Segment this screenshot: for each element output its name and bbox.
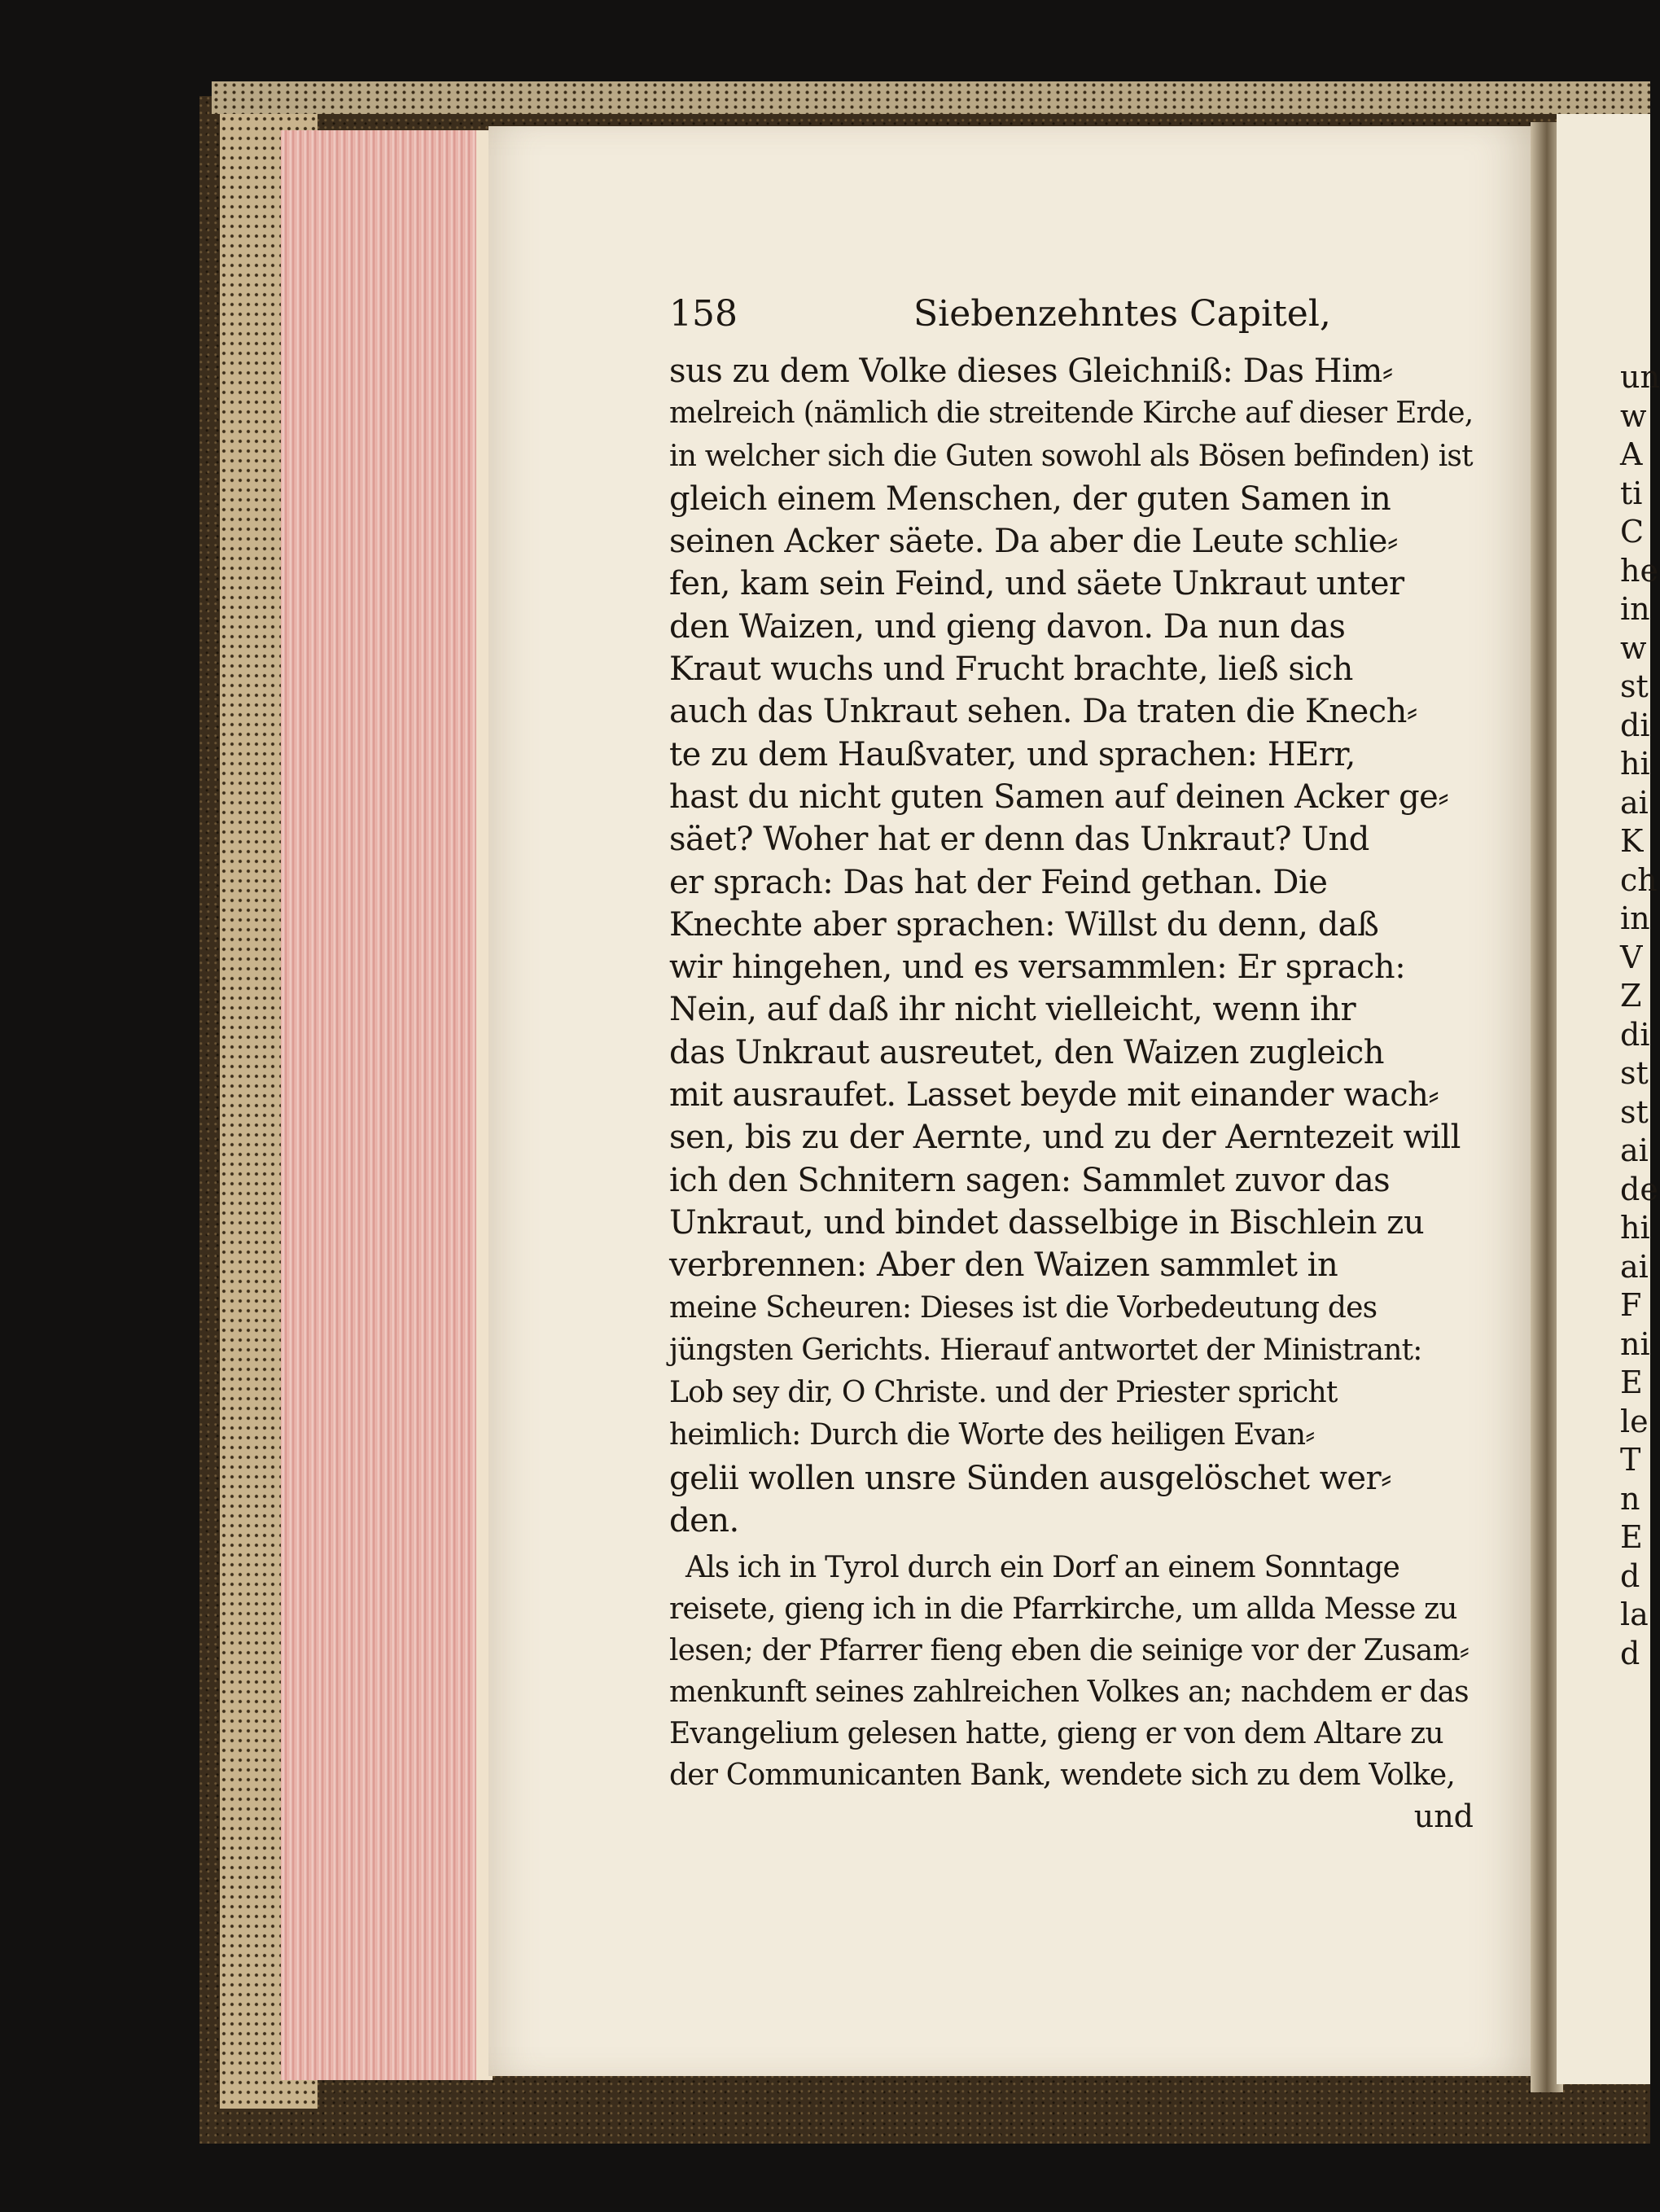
fragment-line: Z (1620, 978, 1642, 1014)
text-line: auch das Unkraut sehen. Da traten die Knech⸗ (669, 693, 1417, 731)
fragment-line: le (1620, 1403, 1649, 1439)
fragment-line: T (1620, 1442, 1641, 1478)
fragment-line: w (1620, 397, 1647, 434)
fragment-line: hi (1620, 746, 1650, 782)
text-line: menkunft seines zahlreichen Volkes an; nachdem er das (669, 1675, 1469, 1710)
fragment-line: in (1620, 591, 1650, 627)
fragment-line: st (1620, 1093, 1649, 1130)
text-line: gleich einem Menschen, der guten Samen in (669, 480, 1391, 518)
fragment-line: ti (1620, 475, 1643, 511)
text-line: sen, bis zu der Aernte, und zu der Aerntezeit will (669, 1119, 1461, 1157)
fragment-line: n (1620, 1480, 1640, 1517)
text-line: in welcher sich die Guten sowohl als Bösen befinden) ist (669, 439, 1473, 473)
text-line: jüngsten Gerichts. Hierauf antwortet der Ministrant: (669, 1333, 1422, 1367)
fragment-line: st (1620, 668, 1649, 704)
fragment-line: ch (1620, 861, 1658, 898)
fragment-line: un (1620, 359, 1660, 395)
text-line: das Unkraut ausreutet, den Waizen zugleich (669, 1033, 1384, 1071)
text-line: Kraut wuchs und Frucht brachte, ließ sich (669, 650, 1353, 689)
text-line: verbrennen: Aber den Waizen sammlet in (669, 1246, 1338, 1285)
paragraph-2 (669, 1547, 1498, 1796)
fragment-line: A (1620, 436, 1643, 472)
fragment-line: E (1620, 1364, 1643, 1400)
text-line: Unkraut, und bindet dasselbige in Bischlein zu (669, 1203, 1425, 1242)
text-line: seinen Acker säete. Da aber die Leute schlie⸗ (669, 523, 1398, 561)
fragment-line: w (1620, 629, 1647, 666)
catchword: und (1413, 1798, 1474, 1835)
text-line: säet? Woher hat er denn das Unkraut? Und (669, 821, 1369, 859)
page-number: 158 (669, 293, 738, 335)
fragment-line: E (1620, 1519, 1643, 1555)
text-line: hast du nicht guten Samen auf deinen Acker ge⸗ (669, 777, 1449, 816)
fragment-line: ai (1620, 784, 1649, 821)
text-line: der Communicanten Bank, wendete sich zu dem Volke, (669, 1759, 1456, 1793)
text-line: Lob sey dir, O Christe. und der Priester spricht (669, 1376, 1338, 1410)
text-line: Knechte aber sprachen: Willst du denn, daß (669, 905, 1379, 944)
chapter-title: Siebenzehntes Capitel, (913, 293, 1331, 335)
fragment-line: he (1620, 552, 1658, 589)
running-head (669, 293, 1498, 350)
fragment-line: di (1620, 1016, 1650, 1053)
text-line: melreich (nämlich die streitende Kirche auf dieser Erde, (669, 396, 1474, 431)
text-line: den. (669, 1502, 739, 1540)
fragment-line: d (1620, 1635, 1640, 1671)
fragment-line: ai (1620, 1132, 1649, 1168)
text-line: te zu dem Haußvater, und sprachen: HErr, (669, 735, 1356, 773)
right-page-fragments (1620, 358, 1660, 1673)
book-top-edge (212, 81, 1650, 114)
text-line: sus zu dem Volke dieses Gleichniß: Das Him⸗ (669, 353, 1393, 390)
fragment-line: ni (1620, 1325, 1650, 1362)
fragment-line: de (1620, 1171, 1658, 1207)
text-line: heimlich: Durch die Worte des heiligen Evan⸗ (669, 1418, 1315, 1452)
page-stack-red-edge (281, 130, 476, 2080)
fragment-line: F (1620, 1287, 1642, 1323)
text-line: meine Scheuren: Dieses ist die Vorbedeutung des (669, 1290, 1377, 1325)
fragment-line: C (1620, 514, 1645, 550)
text-line: ich den Schnitern sagen: Sammlet zuvor das (669, 1161, 1391, 1199)
fragment-line: la (1620, 1597, 1649, 1632)
fragment-line: K (1620, 823, 1644, 859)
page-text (669, 293, 1498, 1837)
fragment-line: st (1620, 1055, 1649, 1091)
text-line: Nein, auf daß ihr nicht vielleicht, wenn ihr (669, 991, 1356, 1029)
fragment-line: di (1620, 707, 1650, 743)
text-line: gelii wollen unsre Sünden ausgelöschet wer⸗ (669, 1459, 1391, 1497)
text-line: er sprach: Das hat der Feind gethan. Die (669, 863, 1328, 901)
text-line: mit ausraufet. Lasset beyde mit einander wach⸗ (669, 1076, 1439, 1115)
text-line: wir hingehen, und es versammlen: Er sprach: (669, 948, 1406, 987)
fragment-line: ai (1620, 1248, 1649, 1285)
fragment-line: d (1620, 1557, 1640, 1594)
paragraph-1 (669, 350, 1498, 1542)
text-line: lesen; der Pfarrer fieng eben die seinige vor der Zusam⸗ (669, 1634, 1469, 1668)
fragment-line: V (1620, 939, 1643, 975)
text-line: reisete, gieng ich in die Pfarrkirche, um allda Messe zu (669, 1592, 1457, 1627)
text-line: fen, kam sein Feind, und säete Unkraut unter (669, 565, 1404, 603)
fragment-line: in (1620, 900, 1650, 936)
text-line: Als ich in Tyrol durch ein Dorf an einem Sonntage (685, 1551, 1400, 1585)
text-line: den Waizen, und gieng davon. Da nun das (669, 607, 1346, 646)
fragment-line: hi (1620, 1210, 1650, 1246)
text-line: Evangelium gelesen hatte, gieng er von dem Altare zu (669, 1717, 1443, 1751)
